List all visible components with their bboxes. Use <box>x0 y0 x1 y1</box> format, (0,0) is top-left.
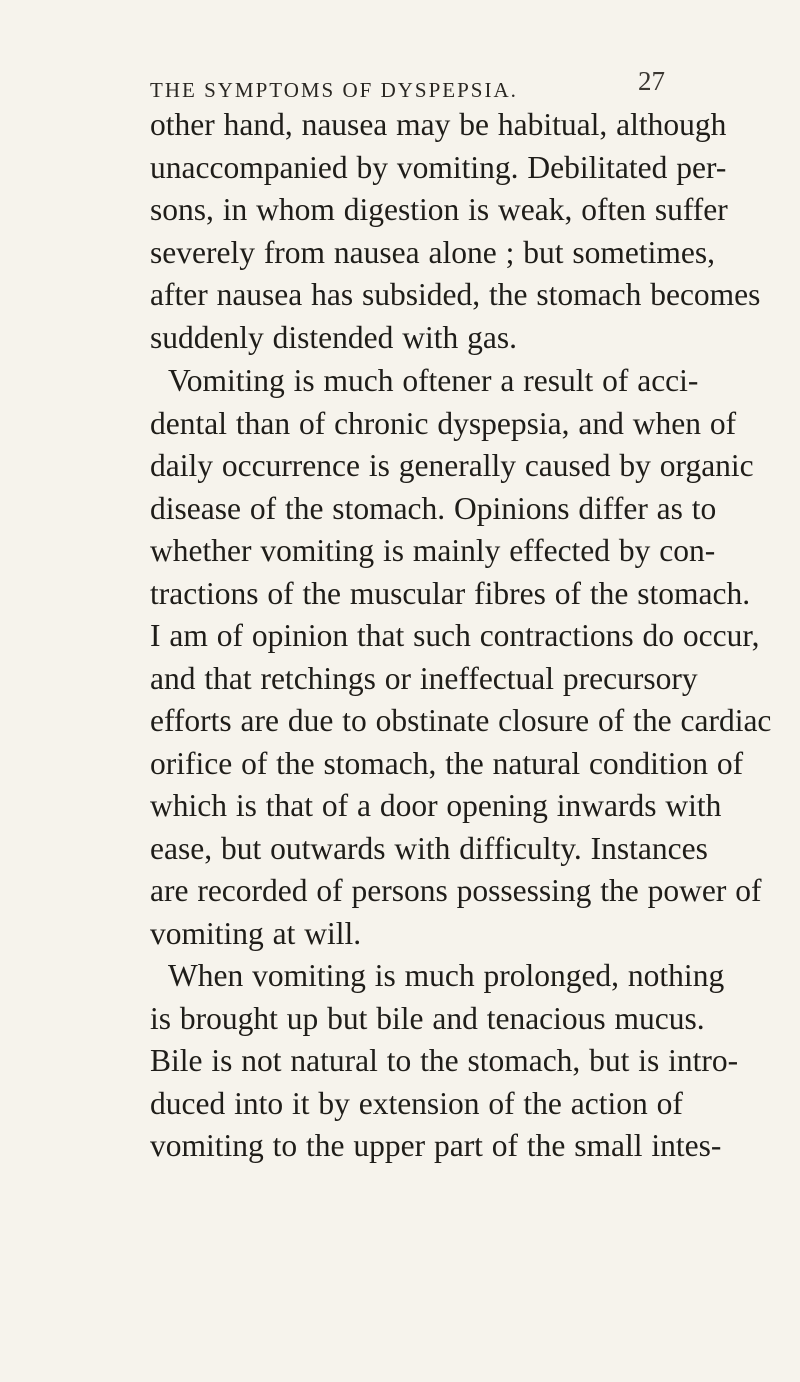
text-line: unaccompanied by vomiting. Debilitated per- <box>150 150 727 185</box>
text-line: dental than of chronic dyspepsia, and when of <box>150 406 737 441</box>
text-line: is brought up but bile and tenacious mucus. <box>150 1001 705 1036</box>
text-line: vomiting to the upper part of the small intes- <box>150 1128 722 1163</box>
text-line: When vomiting is much prolonged, nothing <box>168 958 725 993</box>
text-line: other hand, nausea may be habitual, although <box>150 107 727 142</box>
text-line: disease of the stomach. Opinions differ as to <box>150 491 717 526</box>
text-line: ease, but outwards with difficulty. Instances <box>150 831 708 866</box>
text-line: Vomiting is much oftener a result of acci- <box>168 363 699 398</box>
text-line: tractions of the muscular fibres of the stomach. <box>150 576 751 611</box>
text-line: efforts are due to obstinate closure of the cardiac <box>150 703 772 738</box>
text-line: duced into it by extension of the action of <box>150 1086 683 1121</box>
text-line: vomiting at will. <box>150 916 362 951</box>
text-line: daily occurrence is generally caused by organic <box>150 448 754 483</box>
page-number: 27 <box>638 66 665 96</box>
text-line: after nausea has subsided, the stomach becomes <box>150 277 761 312</box>
text-line: Bile is not natural to the stomach, but is intro- <box>150 1043 739 1078</box>
text-line: orifice of the stomach, the natural condition of <box>150 746 744 781</box>
text-line: which is that of a door opening inwards with <box>150 788 722 823</box>
text-line: severely from nausea alone ; but sometimes, <box>150 235 715 270</box>
text-line: suddenly distended with gas. <box>150 320 517 355</box>
text-line: are recorded of persons possessing the power of <box>150 873 762 908</box>
text-line: I am of opinion that such contractions do occur, <box>150 618 760 653</box>
text-line: whether vomiting is mainly effected by con- <box>150 533 716 568</box>
text-line: and that retchings or ineffectual precursory <box>150 661 698 696</box>
running-title: THE SYMPTOMS OF DYSPEPSIA. <box>150 78 518 102</box>
text-line: sons, in whom digestion is weak, often suffer <box>150 192 728 227</box>
